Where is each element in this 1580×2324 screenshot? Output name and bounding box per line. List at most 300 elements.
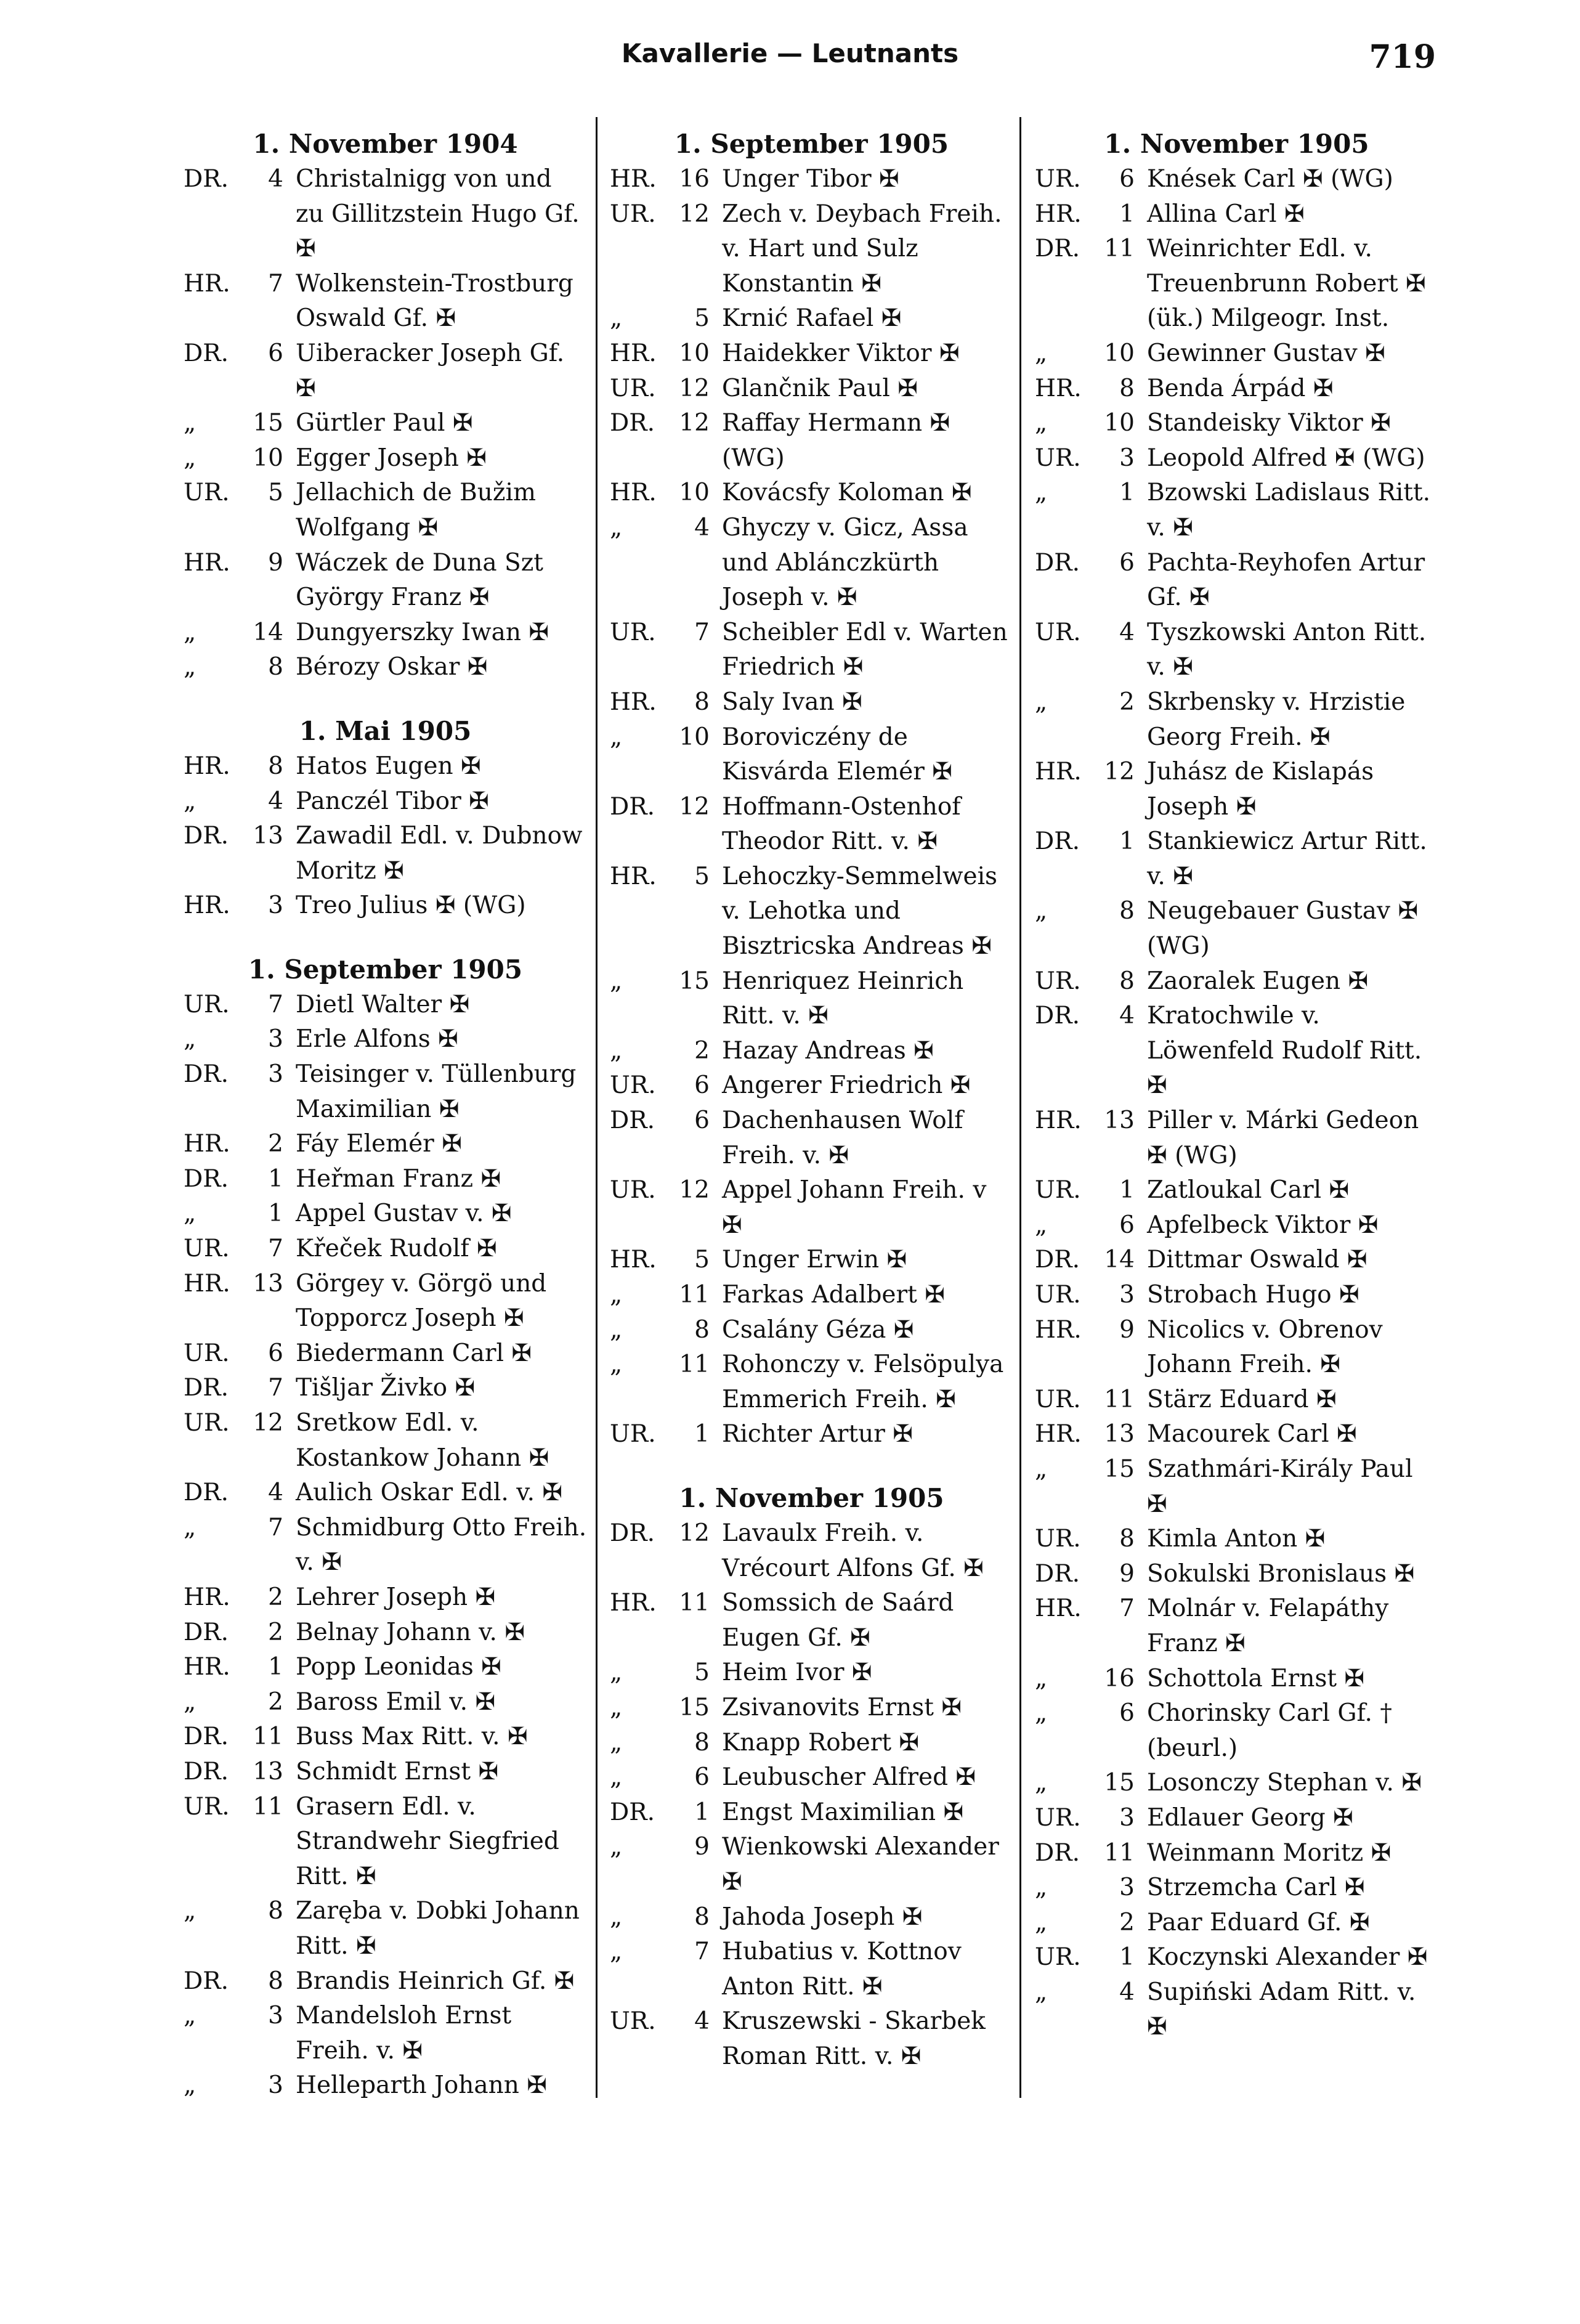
officer-name: Leubuscher Alfred ✠ [722,1763,976,1792]
section-heading: 1. November 1904 [253,129,518,159]
roster-entry [610,476,1013,511]
officer-name: Chorinsky Carl Gf. † (beurl.) [1147,1699,1392,1762]
roster-entry [1035,1801,1438,1836]
roster-entry [184,1964,587,1999]
roster-entry [1035,1975,1438,2045]
roster-entry [184,546,587,616]
roster-entry [1035,1103,1438,1173]
officer-name: Erle Alfons ✠ [296,1025,458,1054]
regiment-label: UR. [610,618,656,646]
officer-name: Appel Johann Freih. v ✠ [722,1176,987,1239]
roster-entry [610,511,1013,616]
officer-name: Standeisky Viktor ✠ [1147,409,1391,437]
regiment-number: 7 [268,990,283,1018]
regiment-number: 15 [1104,1769,1135,1797]
regiment-number: 4 [694,513,710,542]
officer-name: Kratochwile v. Löwenfeld Rudolf Ritt. ✠ [1147,1002,1422,1100]
roster-entry [1035,616,1438,685]
roster-entry [184,749,587,784]
regiment-label: DR. [610,1107,655,1135]
column-divider [596,117,598,2098]
regiment-label: DR. [184,1060,229,1089]
officer-name: Zsivanovits Ernst ✠ [722,1693,962,1721]
regiment-label: „ [610,1833,623,1861]
regiment-label: DR. [1035,1246,1080,1274]
officer-name: Dietl Walter ✠ [296,990,470,1018]
regiment-number: 3 [1119,1281,1135,1309]
regiment-label: UR. [1035,165,1081,193]
regiment-label: „ [1035,688,1048,716]
roster-entry [1035,1766,1438,1801]
section-heading: 1. Mai 1905 [299,715,472,746]
regiment-label: DR. [610,1519,655,1547]
roster-entry [184,650,587,685]
regiment-number: 7 [268,1513,283,1542]
roster-entry [1035,1871,1438,1906]
regiment-label: „ [610,1315,623,1344]
regiment-number: 8 [694,1728,710,1757]
regiment-number: 2 [268,1583,283,1611]
regiment-label: „ [184,1200,196,1228]
regiment-number: 11 [679,1351,710,1379]
officer-name: Saly Ivan ✠ [722,688,862,716]
officer-name: Zatloukal Carl ✠ [1147,1176,1350,1205]
roster-entry [610,1586,1013,1656]
regiment-label: DR. [184,1164,229,1193]
officer-name: Schmidt Ernst ✠ [296,1757,499,1786]
regiment-label: „ [610,1728,623,1757]
regiment-label: „ [1035,1211,1048,1239]
regiment-number: 12 [679,1176,710,1205]
regiment-label: „ [184,1025,196,1054]
regiment-number: 4 [268,1479,283,1507]
regiment-number: 16 [679,165,710,193]
officer-name: Angerer Friedrich ✠ [722,1071,971,1100]
regiment-label: UR. [184,1409,230,1437]
regiment-label: „ [610,723,623,751]
regiment-number: 3 [268,1060,283,1089]
regiment-number: 1 [694,1420,710,1448]
regiment-number: 7 [694,618,710,646]
regiment-label: DR. [184,1757,229,1786]
regiment-label: HR. [184,892,230,920]
officer-name: Křeček Rudolf ✠ [296,1235,497,1263]
roster-entry [610,685,1013,720]
officer-name: Tyszkowski Anton Ritt. v. ✠ [1147,618,1427,681]
roster-entry [1035,232,1438,336]
roster-entry [184,1894,587,1964]
running-header: Kavallerie — Leutnants [621,38,959,68]
regiment-number: 8 [694,688,710,716]
regiment-label: HR. [610,165,657,193]
roster-entry [610,964,1013,1034]
roster-entry [184,476,587,545]
regiment-label: UR. [610,1176,656,1205]
roster-entry [610,301,1013,336]
officer-name: Krnić Rafael ✠ [722,304,902,333]
regiment-label: „ [184,2002,196,2030]
officer-name: Raffay Hermann ✠ (WG) [722,409,950,472]
regiment-number: 2 [1119,688,1135,716]
regiment-number: 3 [1119,1803,1135,1832]
roster-entry [610,1760,1013,1795]
roster-entry [184,1197,587,1232]
roster-entry [184,267,587,336]
regiment-number: 11 [253,1792,283,1821]
officer-name: Paar Eduard Gf. ✠ [1147,1908,1370,1936]
roster-entry [184,1057,587,1127]
officer-name: Dittmar Oswald ✠ [1147,1246,1367,1274]
regiment-label: UR. [610,200,656,228]
officer-name: Appel Gustav v. ✠ [296,1200,512,1228]
regiment-label: DR. [184,339,229,367]
regiment-number: 1 [1119,479,1135,507]
regiment-number: 1 [1119,1943,1135,1972]
regiment-label: HR. [184,1583,230,1611]
regiment-label: HR. [1035,1315,1082,1344]
roster-entry [184,2068,587,2103]
officer-name: Hazay Andreas ✠ [722,1036,934,1065]
officer-name: Lehrer Joseph ✠ [296,1583,496,1611]
page-number: 719 [1369,38,1436,76]
roster-entry [1035,476,1438,545]
regiment-number: 12 [679,200,710,228]
roster-entry [1035,1243,1438,1278]
roster-entry [1035,824,1438,894]
regiment-label: HR. [184,548,230,577]
officer-name: Gewinner Gustav ✠ [1147,339,1385,367]
regiment-number: 2 [268,1688,283,1716]
officer-name: Belnay Johann v. ✠ [296,1618,525,1646]
roster-entry [184,336,587,406]
section-heading: 1. September 1905 [674,129,949,159]
regiment-number: 7 [694,1938,710,1966]
officer-name: Bzowski Ladislaus Ritt. v. ✠ [1147,479,1431,542]
roster-entry [1035,162,1438,197]
regiment-label: UR. [1035,444,1081,472]
roster-entry [1035,1417,1438,1452]
roster-entry [1035,1278,1438,1313]
regiment-number: 10 [253,444,283,472]
regiment-number: 11 [1104,1385,1135,1413]
regiment-label: „ [184,1897,196,1925]
roster-entry [1035,755,1438,824]
regiment-label: „ [184,787,196,815]
regiment-label: HR. [1035,200,1082,228]
roster-entry [1035,1208,1438,1243]
regiment-label: „ [610,304,623,333]
roster-entry [1035,1940,1438,1975]
regiment-number: 1 [268,1164,283,1193]
regiment-number: 9 [1119,1559,1135,1588]
regiment-number: 15 [253,409,283,437]
regiment-number: 15 [679,967,710,995]
regiment-number: 9 [694,1833,710,1861]
roster-entry [184,1232,587,1267]
officer-name: Henriquez Heinrich Ritt. v. ✠ [722,967,964,1030]
regiment-number: 8 [268,752,283,780]
officer-name: Edlauer Georg ✠ [1147,1803,1353,1832]
officer-name: Weinrichter Edl. v. Treuenbrunn Robert ✠ (ük.) Milgeogr. Inst. [1147,235,1426,333]
officer-name: Richter Artur ✠ [722,1420,913,1448]
regiment-label: „ [1035,1455,1048,1483]
regiment-label: UR. [1035,1803,1081,1832]
column-1 [184,126,587,2103]
regiment-label: „ [610,967,623,995]
roster-entry [184,406,587,441]
regiment-number: 6 [1119,1699,1135,1728]
roster-entry [610,1516,1013,1586]
officer-name: Egger Joseph ✠ [296,444,487,472]
regiment-label: „ [184,1688,196,1716]
regiment-number: 6 [1119,548,1135,577]
roster-entry [610,1313,1013,1348]
officer-name: Ghyczy v. Gicz, Assa und Ablánczkürth Joseph v. ✠ [722,513,968,612]
regiment-number: 2 [694,1036,710,1065]
regiment-number: 1 [268,1653,283,1681]
officer-name: Rohonczy v. Felsöpulya Emmerich Freih. ✠ [722,1351,1004,1413]
regiment-label: „ [1035,339,1048,367]
regiment-number: 5 [694,862,710,890]
officer-name: Teisinger v. Tüllenburg Maximilian ✠ [296,1060,577,1123]
officer-name: Zech v. Deybach Freih. v. Hart und Sulz Konstantin ✠ [722,200,1002,298]
regiment-label: DR. [1035,235,1080,263]
officer-name: Jellachich de Bužim Wolfgang ✠ [296,479,536,542]
roster-entry [610,1935,1013,2004]
roster-entry [184,819,587,888]
officer-name: Zaoralek Eugen ✠ [1147,967,1369,995]
regiment-label: HR. [184,752,230,780]
regiment-label: UR. [1035,618,1081,646]
regiment-number: 12 [679,374,710,402]
regiment-number: 4 [1119,1002,1135,1030]
regiment-number: 15 [679,1693,710,1721]
officer-name: Zaręba v. Dobki Johann Ritt. ✠ [296,1897,580,1960]
officer-name: Piller v. Márki Gedeon ✠ (WG) [1147,1107,1419,1169]
regiment-label: DR. [1035,1559,1080,1588]
regiment-label: „ [610,513,623,542]
officer-name: Engst Maximilian ✠ [722,1798,964,1826]
roster-entry [1035,441,1438,476]
roster-entry [184,1267,587,1336]
officer-name: Baross Emil v. ✠ [296,1688,496,1716]
regiment-label: DR. [184,165,229,193]
regiment-number: 10 [679,339,710,367]
officer-name: Sretkow Edl. v. Kostankow Johann ✠ [296,1409,549,1472]
regiment-number: 13 [1104,1107,1135,1135]
regiment-number: 10 [679,479,710,507]
regiment-label: HR. [1035,1420,1082,1448]
roster-entry [1035,1173,1438,1208]
officer-name: Supiński Adam Ritt. v. ✠ [1147,1978,1416,2041]
officer-name: Wolkenstein-Trostburg Oswald Gf. ✠ [296,269,573,333]
regiment-number: 6 [268,1339,283,1367]
officer-name: Molnár v. Felapáthy Franz ✠ [1147,1595,1389,1657]
regiment-number: 6 [1119,165,1135,193]
regiment-label: „ [184,2071,196,2100]
roster-entry [610,1103,1013,1173]
regiment-number: 3 [1119,1874,1135,1902]
roster-entry [184,1685,587,1720]
officer-name: Stärz Eduard ✠ [1147,1385,1337,1413]
roster-entry [610,1656,1013,1691]
officer-name: Bérozy Oskar ✠ [296,653,488,681]
roster-entry [1035,1313,1438,1383]
officer-name: Koczynski Alexander ✠ [1147,1943,1428,1972]
regiment-label: „ [610,1659,623,1687]
roster-entry [610,406,1013,476]
officer-name: Benda Árpád ✠ [1147,374,1334,402]
officer-name: Dungyerszky Iwan ✠ [296,618,549,646]
roster-entry [1035,1906,1438,1941]
regiment-number: 10 [1104,339,1135,367]
officer-name: Csalány Géza ✠ [722,1315,914,1344]
regiment-number: 12 [1104,758,1135,786]
regiment-number: 3 [268,2071,283,2100]
regiment-number: 13 [253,1757,283,1786]
regiment-label: „ [610,1036,623,1065]
officer-name: Kimla Anton ✠ [1147,1525,1326,1553]
regiment-label: HR. [184,1130,230,1158]
regiment-number: 10 [1104,409,1135,437]
roster-entry [610,1173,1013,1243]
regiment-label: HR. [184,269,230,298]
officer-name: Dachenhausen Wolf Freih. v. ✠ [722,1107,963,1169]
regiment-number: 13 [1104,1420,1135,1448]
roster-entry [1035,1383,1438,1418]
column-3 [1035,126,1438,2045]
regiment-number: 1 [268,1200,283,1228]
regiment-label: DR. [184,1723,229,1751]
officer-name: Skrbensky v. Hrzistie Georg Freih. ✠ [1147,688,1406,751]
regiment-number: 5 [694,304,710,333]
regiment-label: „ [1035,1699,1048,1728]
regiment-number: 1 [694,1798,710,1826]
regiment-number: 7 [268,269,283,298]
roster-entry [610,790,1013,859]
section-heading: 1. November 1905 [1104,129,1369,159]
roster-entry [1035,1452,1438,1522]
officer-name: Christalnigg von und zu Gillitzstein Hugo Gf. ✠ [296,165,580,263]
roster-entry [1035,685,1438,755]
regiment-number: 7 [268,1374,283,1402]
roster-entry [184,1999,587,2068]
roster-entry [610,1900,1013,1935]
regiment-label: UR. [1035,1525,1081,1553]
regiment-number: 4 [1119,618,1135,646]
officer-name: Treo Julius ✠ (WG) [296,892,526,920]
officer-name: Popp Leonidas ✠ [296,1653,501,1681]
officer-name: Weinmann Moritz ✠ [1147,1838,1392,1867]
roster-entry [184,1022,587,1057]
roster-entry [184,1790,587,1895]
roster-entry [610,197,1013,302]
roster-entry [610,1243,1013,1278]
regiment-label: HR. [184,1269,230,1298]
roster-entry [1035,894,1438,964]
roster-entry [1035,1522,1438,1557]
officer-name: Sokulski Bronislaus ✠ [1147,1559,1415,1588]
regiment-label: „ [610,1763,623,1792]
roster-entry [184,1615,587,1651]
roster-entry [184,1720,587,1755]
regiment-label: UR. [1035,1385,1081,1413]
roster-entry [610,1278,1013,1313]
regiment-number: 14 [1104,1246,1135,1274]
roster-entry [184,162,587,267]
regiment-number: 11 [253,1723,283,1751]
officer-name: Strzemcha Carl ✠ [1147,1874,1365,1902]
regiment-label: UR. [1035,1176,1081,1205]
regiment-label: HR. [610,339,657,367]
roster-entry [610,859,1013,964]
officer-name: Pachta-Reyhofen Artur Gf. ✠ [1147,548,1425,612]
regiment-label: „ [1035,1908,1048,1936]
regiment-number: 6 [694,1071,710,1100]
regiment-label: UR. [610,1420,656,1448]
regiment-label: „ [610,1693,623,1721]
roster-entry [184,1127,587,1162]
officer-name: Brandis Heinrich Gf. ✠ [296,1967,575,1995]
roster-entry [184,1476,587,1511]
roster-entry [610,1034,1013,1069]
regiment-number: 5 [694,1659,710,1687]
regiment-label: UR. [184,1792,230,1821]
officer-name: Glančnik Paul ✠ [722,374,918,402]
regiment-label: DR. [610,409,655,437]
regiment-number: 6 [694,1763,710,1792]
roster-entry [184,784,587,819]
regiment-number: 12 [253,1409,283,1437]
roster-entry [184,1371,587,1406]
section-heading: 1. September 1905 [248,954,523,985]
regiment-number: 2 [1119,1908,1135,1936]
officer-name: Boroviczény de Kisvárda Elemér ✠ [722,723,952,786]
roster-entry [610,720,1013,790]
regiment-number: 9 [1119,1315,1135,1344]
roster-entry [610,1795,1013,1830]
officer-name: Apfelbeck Viktor ✠ [1147,1211,1379,1239]
regiment-number: 3 [268,1025,283,1054]
regiment-label: DR. [1035,1002,1080,1030]
officer-name: Unger Tibor ✠ [722,165,899,193]
roster-entry [184,988,587,1023]
regiment-label: UR. [610,374,656,402]
regiment-number: 4 [268,165,283,193]
regiment-number: 2 [268,1130,283,1158]
roster-entry [610,2004,1013,2074]
roster-entry [1035,1557,1438,1592]
officer-name: Heim Ivor ✠ [722,1659,872,1687]
officer-name: Szathmári-Király Paul ✠ [1147,1455,1413,1518]
roster-entry [610,1417,1013,1452]
regiment-label: DR. [610,1798,655,1826]
officer-name: Kovácsfy Koloman ✠ [722,479,972,507]
officer-name: Losonczy Stephan v. ✠ [1147,1769,1422,1797]
column-2 [610,126,1013,2074]
regiment-number: 6 [694,1107,710,1135]
roster-entry [1035,546,1438,616]
roster-entry [610,1691,1013,1726]
roster-entry [610,616,1013,685]
officer-name: Scheibler Edl v. Warten Friedrich ✠ [722,618,1008,681]
regiment-number: 8 [1119,1525,1135,1553]
officer-name: Lavaulx Freih. v. Vrécourt Alfons Gf. ✠ [722,1519,984,1582]
roster-entry [1035,1836,1438,1871]
regiment-number: 3 [268,892,283,920]
regiment-label: HR. [1035,1595,1082,1623]
regiment-number: 12 [679,1519,710,1547]
